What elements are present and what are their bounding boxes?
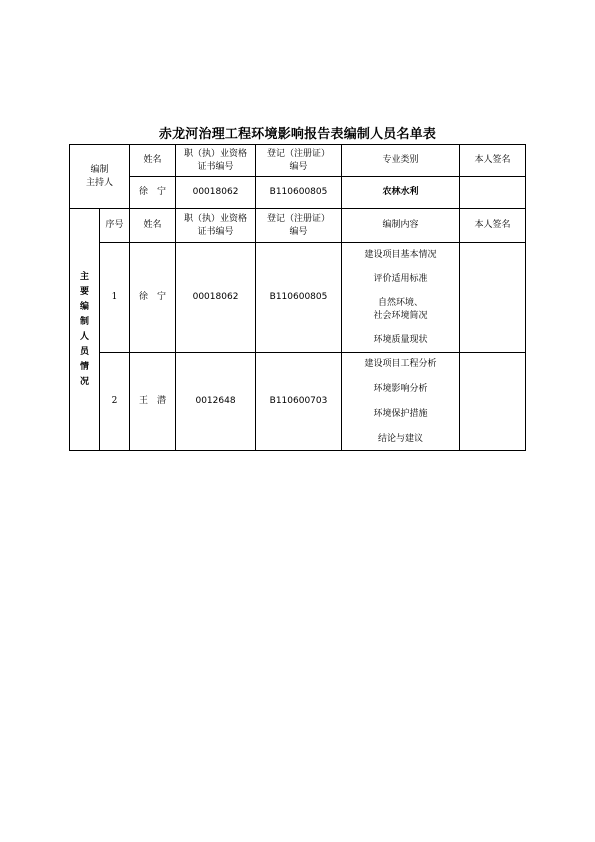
document-title: 赤龙河治理工程环境影响报告表编制人员名单表 bbox=[158, 127, 437, 142]
host-header-name: 姓名 bbox=[130, 145, 176, 177]
content-item: 结论与建议 bbox=[378, 433, 424, 444]
staff-section-label bbox=[70, 209, 100, 451]
staff-header-reg-line2: 编号 bbox=[289, 226, 308, 237]
staff-header-reg bbox=[256, 209, 342, 243]
staff-signature bbox=[460, 243, 526, 353]
staff-header-cert-line1: 职（执）业资格 bbox=[184, 213, 248, 224]
host-name: 徐 宁 bbox=[130, 177, 176, 209]
host-header-reg-line2: 编号 bbox=[289, 161, 308, 172]
content-item: 环境保护措施 bbox=[373, 408, 428, 419]
host-data-row bbox=[70, 177, 526, 209]
staff-reg: B110600805 bbox=[256, 243, 342, 353]
host-header-row bbox=[70, 145, 526, 177]
host-cert: 00018062 bbox=[176, 177, 256, 209]
staff-header-reg-line1: 登记（注册证） bbox=[267, 213, 331, 224]
staff-name: 徐 宁 bbox=[130, 243, 176, 353]
staff-header-cert-line2: 证书编号 bbox=[197, 226, 234, 237]
host-header-specialty: 专业类别 bbox=[342, 145, 460, 177]
staff-header-no: 序号 bbox=[100, 209, 130, 243]
staff-row bbox=[70, 243, 526, 353]
host-header-reg-line1: 登记（注册证） bbox=[267, 148, 331, 159]
staff-header-signature: 本人签名 bbox=[460, 209, 526, 243]
host-reg: B110600805 bbox=[256, 177, 342, 209]
content-item: 自然环境、 bbox=[378, 297, 424, 308]
host-header-cert bbox=[176, 145, 256, 177]
staff-content bbox=[342, 353, 460, 451]
staff-header-content: 编制内容 bbox=[342, 209, 460, 243]
content-item: 建设项目基本情况 bbox=[364, 249, 437, 260]
staff-row bbox=[70, 353, 526, 451]
host-header-signature: 本人签名 bbox=[460, 145, 526, 177]
staff-no: 2 bbox=[100, 353, 130, 451]
host-signature bbox=[460, 177, 526, 209]
staff-cert: 0012648 bbox=[176, 353, 256, 451]
host-label-line2: 主持人 bbox=[86, 177, 114, 188]
staff-reg: B110600703 bbox=[256, 353, 342, 451]
content-item: 建设项目工程分析 bbox=[364, 358, 437, 369]
host-label-line1: 编制 bbox=[90, 164, 109, 175]
content-item: 环境影响分析 bbox=[373, 383, 428, 394]
roster-table bbox=[69, 144, 526, 451]
staff-header-name: 姓名 bbox=[130, 209, 176, 243]
host-header-cert-line1: 职（执）业资格 bbox=[184, 148, 248, 159]
host-header-reg bbox=[256, 145, 342, 177]
staff-content bbox=[342, 243, 460, 353]
host-header-cert-line2: 证书编号 bbox=[197, 161, 234, 172]
staff-header-cert bbox=[176, 209, 256, 243]
content-item: 评价适用标准 bbox=[373, 273, 428, 284]
content-item: 社会环境简况 bbox=[373, 310, 428, 321]
staff-signature bbox=[460, 353, 526, 451]
staff-label-text: 主要编制人员情况 bbox=[79, 271, 89, 387]
host-section-label bbox=[70, 145, 130, 209]
staff-name: 王 潜 bbox=[130, 353, 176, 451]
staff-no: 1 bbox=[100, 243, 130, 353]
host-specialty: 农林水利 bbox=[342, 177, 460, 209]
staff-cert: 00018062 bbox=[176, 243, 256, 353]
content-item: 环境质量现状 bbox=[373, 334, 428, 345]
staff-header-row bbox=[70, 209, 526, 243]
